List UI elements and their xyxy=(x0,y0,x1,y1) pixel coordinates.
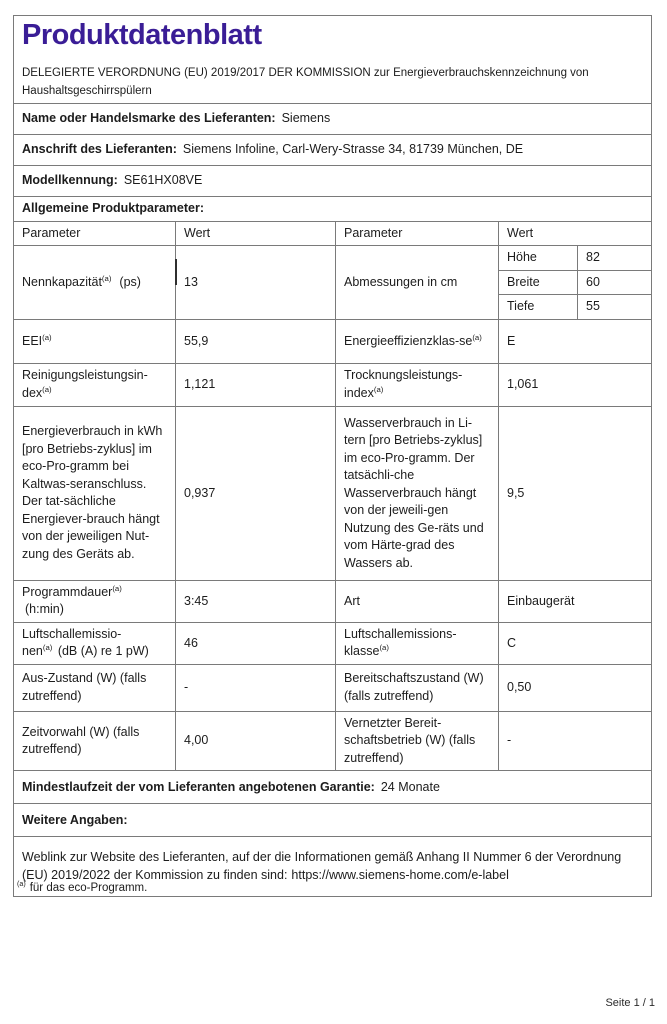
scan-artifact xyxy=(175,259,177,285)
water-consumption-label: Wasserverbrauch in Li-tern [pro Betriebs-zyklus] im eco-Pro-gramm. Der tatsächli-che Wasserverbrauch hängt von der jeweili-gen Nutzung des Ge-räts und vom Härte-grad des Wassers ab. xyxy=(336,406,499,580)
eei-row xyxy=(14,319,652,363)
energy-consumption-label: Energieverbrauch in kWh [pro Betriebs-zyklus] im eco-Pro-gramm bei Kaltwas-seranschluss. Der tat-sächliche Energiever-brauch hängt von der jeweiligen Nut-zung des Geräts ab. xyxy=(14,406,176,580)
dimension-name: Höhe xyxy=(499,246,578,271)
offmode-label: Aus-Zustand (W) (falls zutreffend) xyxy=(14,664,176,711)
water-consumption-value: 9,5 xyxy=(499,406,652,580)
type-value: Einbaugerät xyxy=(499,580,652,622)
eei-label-cell xyxy=(14,319,176,363)
dimension-value: 55 xyxy=(578,295,652,320)
model-id-row xyxy=(14,165,652,196)
capacity-dimensions-row xyxy=(14,246,652,271)
delay-start-value: 4,00 xyxy=(176,711,336,771)
energy-consumption-value: 0,937 xyxy=(176,406,336,580)
capacity-label: Nennkapazität xyxy=(22,274,102,289)
cleaning-index-label-cell xyxy=(14,363,176,406)
supplier-weblink[interactable]: https://www.siemens-home.com/e-label xyxy=(291,867,509,882)
general-params-cell xyxy=(14,196,652,221)
page-number: Seite 1 / 1 xyxy=(605,997,655,1009)
title-row xyxy=(14,16,652,104)
col-header-wert-left: Wert xyxy=(176,221,336,246)
eei-label: EEI xyxy=(22,333,43,348)
guarantee-label: Mindestlaufzeit der vom Lieferanten angebotenen Garantie: xyxy=(22,779,375,794)
guarantee-row xyxy=(14,771,652,804)
noise-label-line2: nen xyxy=(22,644,43,659)
capacity-value: 13 xyxy=(176,246,336,320)
cleaning-index-value: 1,121 xyxy=(176,363,336,406)
energy-class-value: E xyxy=(499,319,652,363)
offmode-standby-row xyxy=(14,664,652,711)
model-id-label: Modellkennung: xyxy=(22,173,118,188)
more-info-cell xyxy=(14,804,652,837)
general-params-row xyxy=(14,196,652,221)
more-info-row xyxy=(14,804,652,837)
title-block xyxy=(14,16,652,104)
col-header-wert-right: Wert xyxy=(499,221,652,246)
noise-class-value: C xyxy=(499,622,652,664)
footnote-ref: (a) xyxy=(101,273,112,283)
footnote-marker: (a) xyxy=(17,880,26,889)
networked-standby-label: Vernetzter Bereit-schaftsbetrieb (W) (falls zutreffend) xyxy=(336,711,499,771)
delay-networked-row xyxy=(14,711,652,771)
dimensions-label: Abmessungen in cm xyxy=(336,246,499,320)
guarantee-value: 24 Monate xyxy=(380,779,440,794)
type-label: Art xyxy=(336,580,499,622)
duration-type-row xyxy=(14,580,652,622)
supplier-name-row xyxy=(14,103,652,134)
noise-label-cell xyxy=(14,622,176,664)
datasheet-table xyxy=(13,15,652,897)
noise-label-line1: Luftschallemissio- xyxy=(22,626,122,641)
col-header-parameter-left: Parameter xyxy=(14,221,176,246)
footnote-text: für das eco-Programm. xyxy=(29,882,148,894)
table-header-row xyxy=(14,221,652,246)
standby-value: 0,50 xyxy=(499,664,652,711)
duration-label: Programmdauer xyxy=(22,584,113,599)
supplier-name-cell xyxy=(14,103,652,134)
more-info-heading: Weitere Angaben: xyxy=(22,812,128,827)
energy-class-label-cell xyxy=(336,319,499,363)
supplier-name-value: Siemens xyxy=(281,111,331,126)
duration-label-cell xyxy=(14,580,176,622)
footnote-ref: (a) xyxy=(373,384,384,394)
dimension-value: 60 xyxy=(578,270,652,295)
cleaning-index-label: Reinigungsleistungsin-dex xyxy=(22,368,148,400)
drying-index-label-cell xyxy=(336,363,499,406)
regulation-subtitle: DELEGIERTE VERORDNUNG (EU) 2019/2017 DER KOMMISSION zur Energieverbrauchskennzeichnung von Haushaltsgeschirrspülern xyxy=(22,67,589,97)
duration-value: 3:45 xyxy=(176,580,336,622)
standby-label: Bereitschaftszustand (W) (falls zutreffend) xyxy=(336,664,499,711)
dimension-value: 82 xyxy=(578,246,652,271)
footnote xyxy=(17,882,147,894)
footnote-ref: (a) xyxy=(42,643,53,653)
offmode-value: - xyxy=(176,664,336,711)
footnote-ref: (a) xyxy=(472,332,482,342)
weblink-text: Weblink zur Website des Lieferanten, auf der die Informationen gemäß Anhang II Nummer 6 der Verordnung (EU) 2019/2022 der Kommission zu finden sind: xyxy=(22,850,622,882)
drying-index-label: Trocknungsleistungs-index xyxy=(344,368,463,400)
noise-class-label-cell xyxy=(336,622,499,664)
noise-class-label: Luftschallemissions-klasse xyxy=(344,626,457,659)
consumption-row xyxy=(14,406,652,580)
guarantee-cell xyxy=(14,771,652,804)
page-title: Produktdatenblatt xyxy=(22,19,262,51)
footnote-ref: (a) xyxy=(42,332,52,342)
supplier-address-row xyxy=(14,134,652,165)
cleaning-drying-row xyxy=(14,363,652,406)
footnote-ref: (a) xyxy=(112,583,122,593)
model-id-cell xyxy=(14,165,652,196)
duration-unit: (h:min) xyxy=(25,602,64,617)
supplier-address-cell xyxy=(14,134,652,165)
capacity-label-cell xyxy=(14,246,176,320)
noise-unit: (dB (A) re 1 pW) xyxy=(54,644,149,659)
general-params-heading: Allgemeine Produktparameter: xyxy=(22,201,204,216)
networked-standby-value: - xyxy=(499,711,652,771)
drying-index-value: 1,061 xyxy=(499,363,652,406)
capacity-unit: (ps) xyxy=(119,274,141,289)
col-header-parameter-right: Parameter xyxy=(336,221,499,246)
eei-value: 55,9 xyxy=(176,319,336,363)
footnote-ref: (a) xyxy=(42,384,52,394)
supplier-address-value: Siemens Infoline, Carl-Wery-Strasse 34, 81739 München, DE xyxy=(182,142,524,157)
noise-row xyxy=(14,622,652,664)
dimension-name: Breite xyxy=(499,270,578,295)
energy-class-label: Energieeffizienzklas-se xyxy=(344,333,473,348)
footnote-ref: (a) xyxy=(379,643,389,653)
supplier-address-label: Anschrift des Lieferanten: xyxy=(22,142,177,157)
dimension-name: Tiefe xyxy=(499,295,578,320)
delay-start-label: Zeitvorwahl (W) (falls zutreffend) xyxy=(14,711,176,771)
noise-value: 46 xyxy=(176,622,336,664)
supplier-name-label: Name oder Handelsmarke des Lieferanten: xyxy=(22,111,276,126)
model-id-value: SE61HX08VE xyxy=(123,173,203,188)
